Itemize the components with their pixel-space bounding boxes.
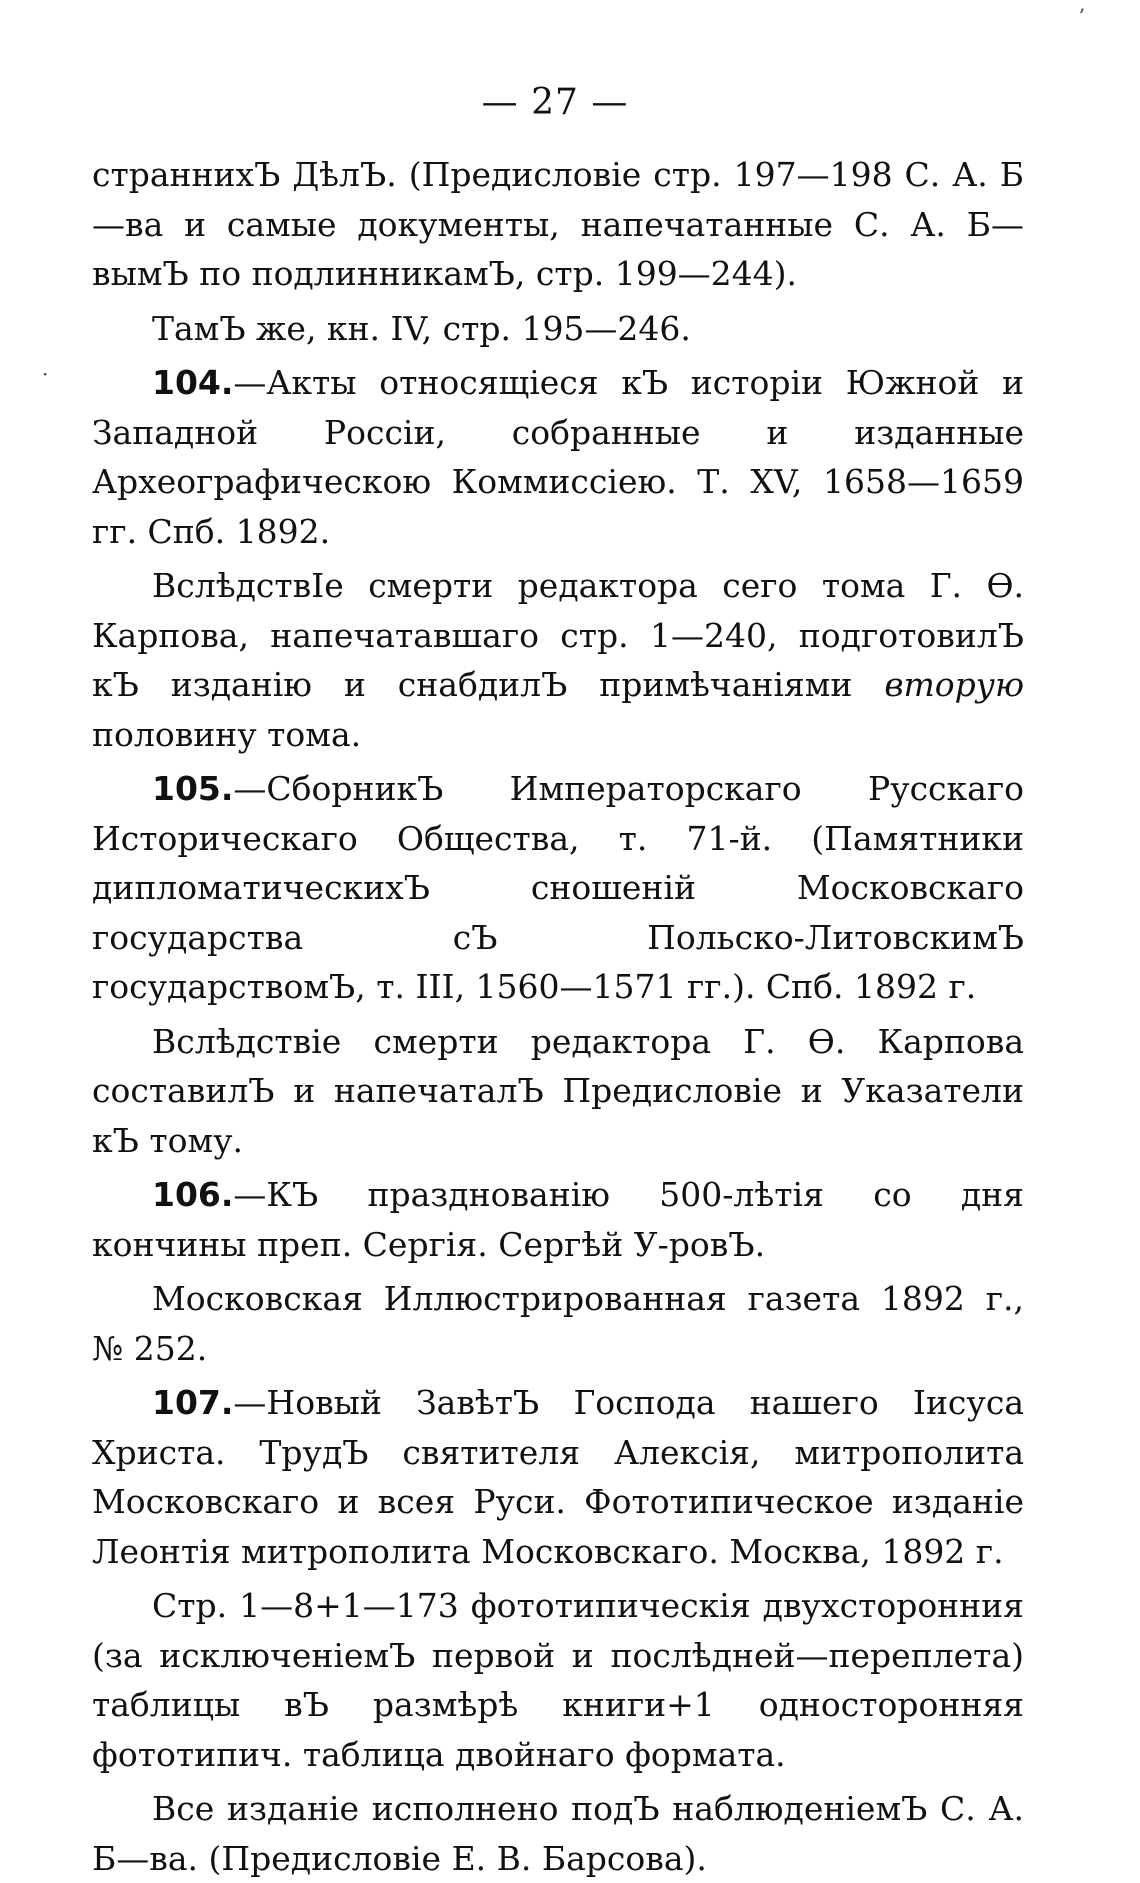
paragraph-text: Все изданіе исполнено подЪ наблюденіемЪ С. А. Б—ва. (Предисловіе Е. В. Барсова). xyxy=(92,1789,1024,1878)
scan-speck: ʼ xyxy=(1078,4,1085,28)
entry-number: 106. xyxy=(152,1175,234,1214)
entry-number: 107. xyxy=(152,1383,234,1422)
entry-106 xyxy=(92,1170,1024,1269)
entry-text: —Акты относящіеся кЪ исторіи Южной и Западной Россіи, собранные и изданные Археографическою Коммиссіею. Т. XV, 1658—1659 гг. Спб. 1892. xyxy=(92,363,1024,551)
paragraph xyxy=(92,1017,1024,1166)
scan-speck: · xyxy=(42,362,49,386)
paragraph xyxy=(92,1784,1024,1883)
paragraph-text: ТамЪ же, кн. IV, стр. 195—246. xyxy=(152,308,691,348)
paragraph xyxy=(92,304,1024,354)
paragraph-text: Стр. 1—8+1—173 фототипическія двухсторонния (за исключеніемЪ первой и послѣдней—переплета) таблицы вЪ размѣрѣ книги+1 односторонняя фототипич. таблица двойнаго формата. xyxy=(92,1586,1024,1774)
paragraph-text: страннихЪ ДѣлЪ. (Предисловіе стр. 197—198 С. А. Б—ва и самые документы, напечатанные С. А. Б—вымЪ по подлинникамЪ, стр. 199—244). xyxy=(92,155,1024,293)
paragraph-text: Вслѣдствіе смерти редактора Г. Ѳ. Карпова составилЪ и напечаталЪ Предисловіе и Указатели кЪ тому. xyxy=(92,1021,1024,1160)
paragraph-text: ВслѣдствІе смерти редактора сего тома Г. Ѳ. Карпова, напечатавшаго стр. 1—240, подготовилЪ кЪ изданію и снабдилЪ примѣчаніями xyxy=(92,566,1024,704)
paragraph-text: Московская Иллюстрированная газета 1892 г., № 252. xyxy=(92,1279,1024,1368)
entry-107 xyxy=(92,1378,1024,1576)
paragraph-text: половину тома. xyxy=(92,714,362,754)
entry-text: —КЪ празднованію 500-лѣтія со дня кончины преп. Сергія. Сергѣй У-ровЪ. xyxy=(92,1175,1024,1264)
paragraph xyxy=(92,561,1024,759)
entry-number: 104. xyxy=(152,363,234,402)
body-text xyxy=(92,150,1024,1883)
entry-104 xyxy=(92,358,1024,556)
paragraph-continuation xyxy=(92,150,1024,299)
entry-105 xyxy=(92,764,1024,1012)
entry-text: —Новый ЗавѣтЪ Господа нашего Іисуса Христа. ТрудЪ святителя Алексія, митрополита Московскаго и всея Руси. Фототипическое изданіе Леонтія митрополита Московскаго. Москва, 1892 г. xyxy=(92,1383,1024,1571)
emphasis-text: вторую xyxy=(884,665,1024,704)
page-number: — 27 — xyxy=(481,82,629,123)
paragraph xyxy=(92,1581,1024,1779)
paragraph xyxy=(92,1274,1024,1373)
entry-text: —СборникЪ Императорскаго Русскаго Историческаго Общества, т. 71-й. (Памятники дипломатическихЪ сношеній Московскаго государства сЪ Польско-ЛитовскимЪ государствомЪ, т. III, 1560—1571 гг.). Спб. 1892 г. xyxy=(92,769,1024,1006)
entry-number: 105. xyxy=(152,769,234,808)
